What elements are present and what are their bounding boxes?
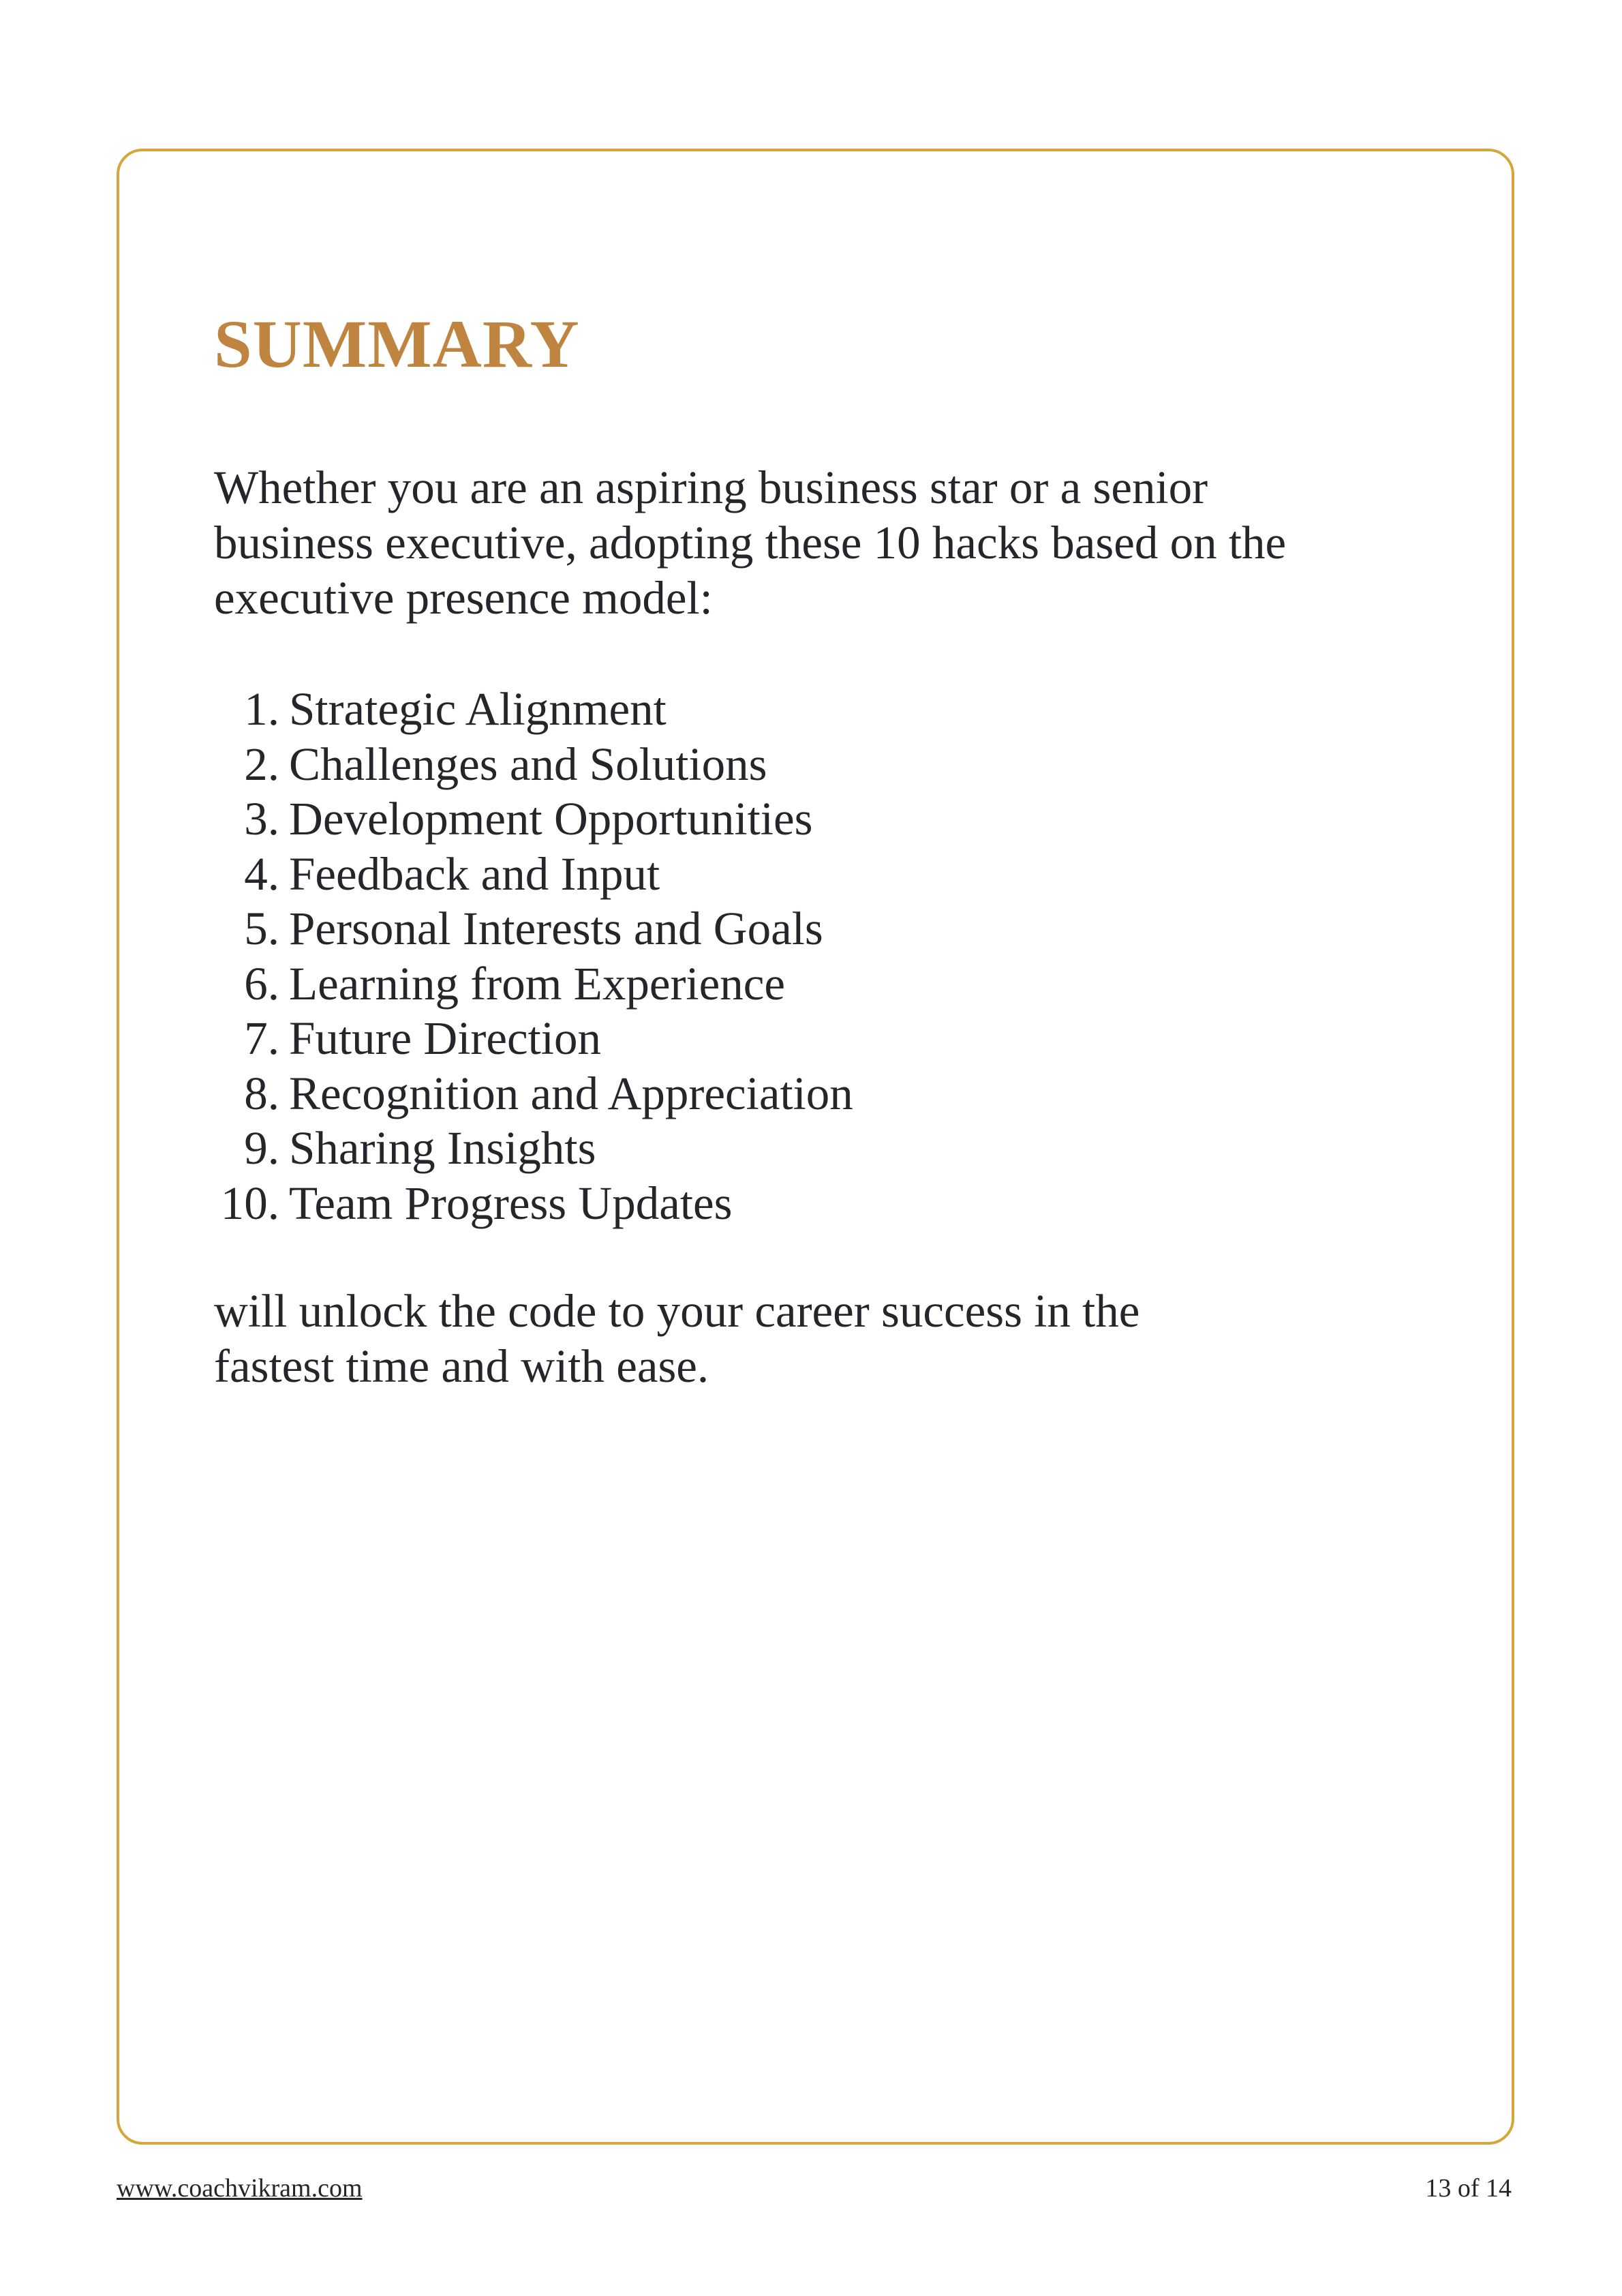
list-number: 8. (244, 1067, 279, 1119)
list-number: 9. (244, 1122, 279, 1174)
list-item (198, 682, 853, 737)
list-number: 6. (244, 957, 279, 1010)
list-item (198, 1176, 853, 1231)
list-text: Development Opportunities (289, 793, 813, 845)
intro-line: business executive, adopting these 10 hacks based on the (214, 517, 1287, 569)
list-text: Sharing Insights (289, 1122, 596, 1174)
page-number: 13 of 14 (1425, 2174, 1512, 2203)
intro-line: executive presence model: (214, 572, 713, 624)
list-item (198, 1066, 853, 1121)
list-item (198, 737, 853, 792)
list-text: Learning from Experience (289, 957, 785, 1010)
list-text: Feedback and Input (289, 847, 660, 900)
list-number: 1. (244, 683, 279, 735)
hacks-list (198, 682, 853, 1230)
list-text: Personal Interests and Goals (289, 903, 823, 954)
list-item (198, 901, 853, 956)
outro-paragraph (214, 1284, 1139, 1394)
list-text: Strategic Alignment (289, 683, 667, 735)
list-number: 3. (244, 793, 279, 845)
list-number: 10. (220, 1177, 279, 1229)
intro-paragraph (214, 460, 1286, 626)
page-title: SUMMARY (214, 306, 580, 382)
outro-line: will unlock the code to your career success in the (214, 1285, 1140, 1337)
intro-line: Whether you are an aspiring business star or a senior (214, 462, 1208, 513)
website-link[interactable]: www.coachvikram.com (117, 2174, 363, 2203)
list-item (198, 847, 853, 902)
list-item (198, 1121, 853, 1176)
list-item (198, 956, 853, 1012)
outro-line: fastest time and with ease. (214, 1340, 709, 1392)
list-text: Recognition and Appreciation (289, 1067, 853, 1119)
list-text: Team Progress Updates (289, 1177, 733, 1229)
list-item (198, 1011, 853, 1066)
list-number: 4. (244, 847, 279, 900)
list-number: 7. (244, 1012, 279, 1064)
list-text: Future Direction (289, 1012, 601, 1064)
list-item (198, 791, 853, 847)
list-text: Challenges and Solutions (289, 738, 767, 790)
list-number: 5. (244, 903, 279, 954)
list-number: 2. (244, 738, 279, 790)
